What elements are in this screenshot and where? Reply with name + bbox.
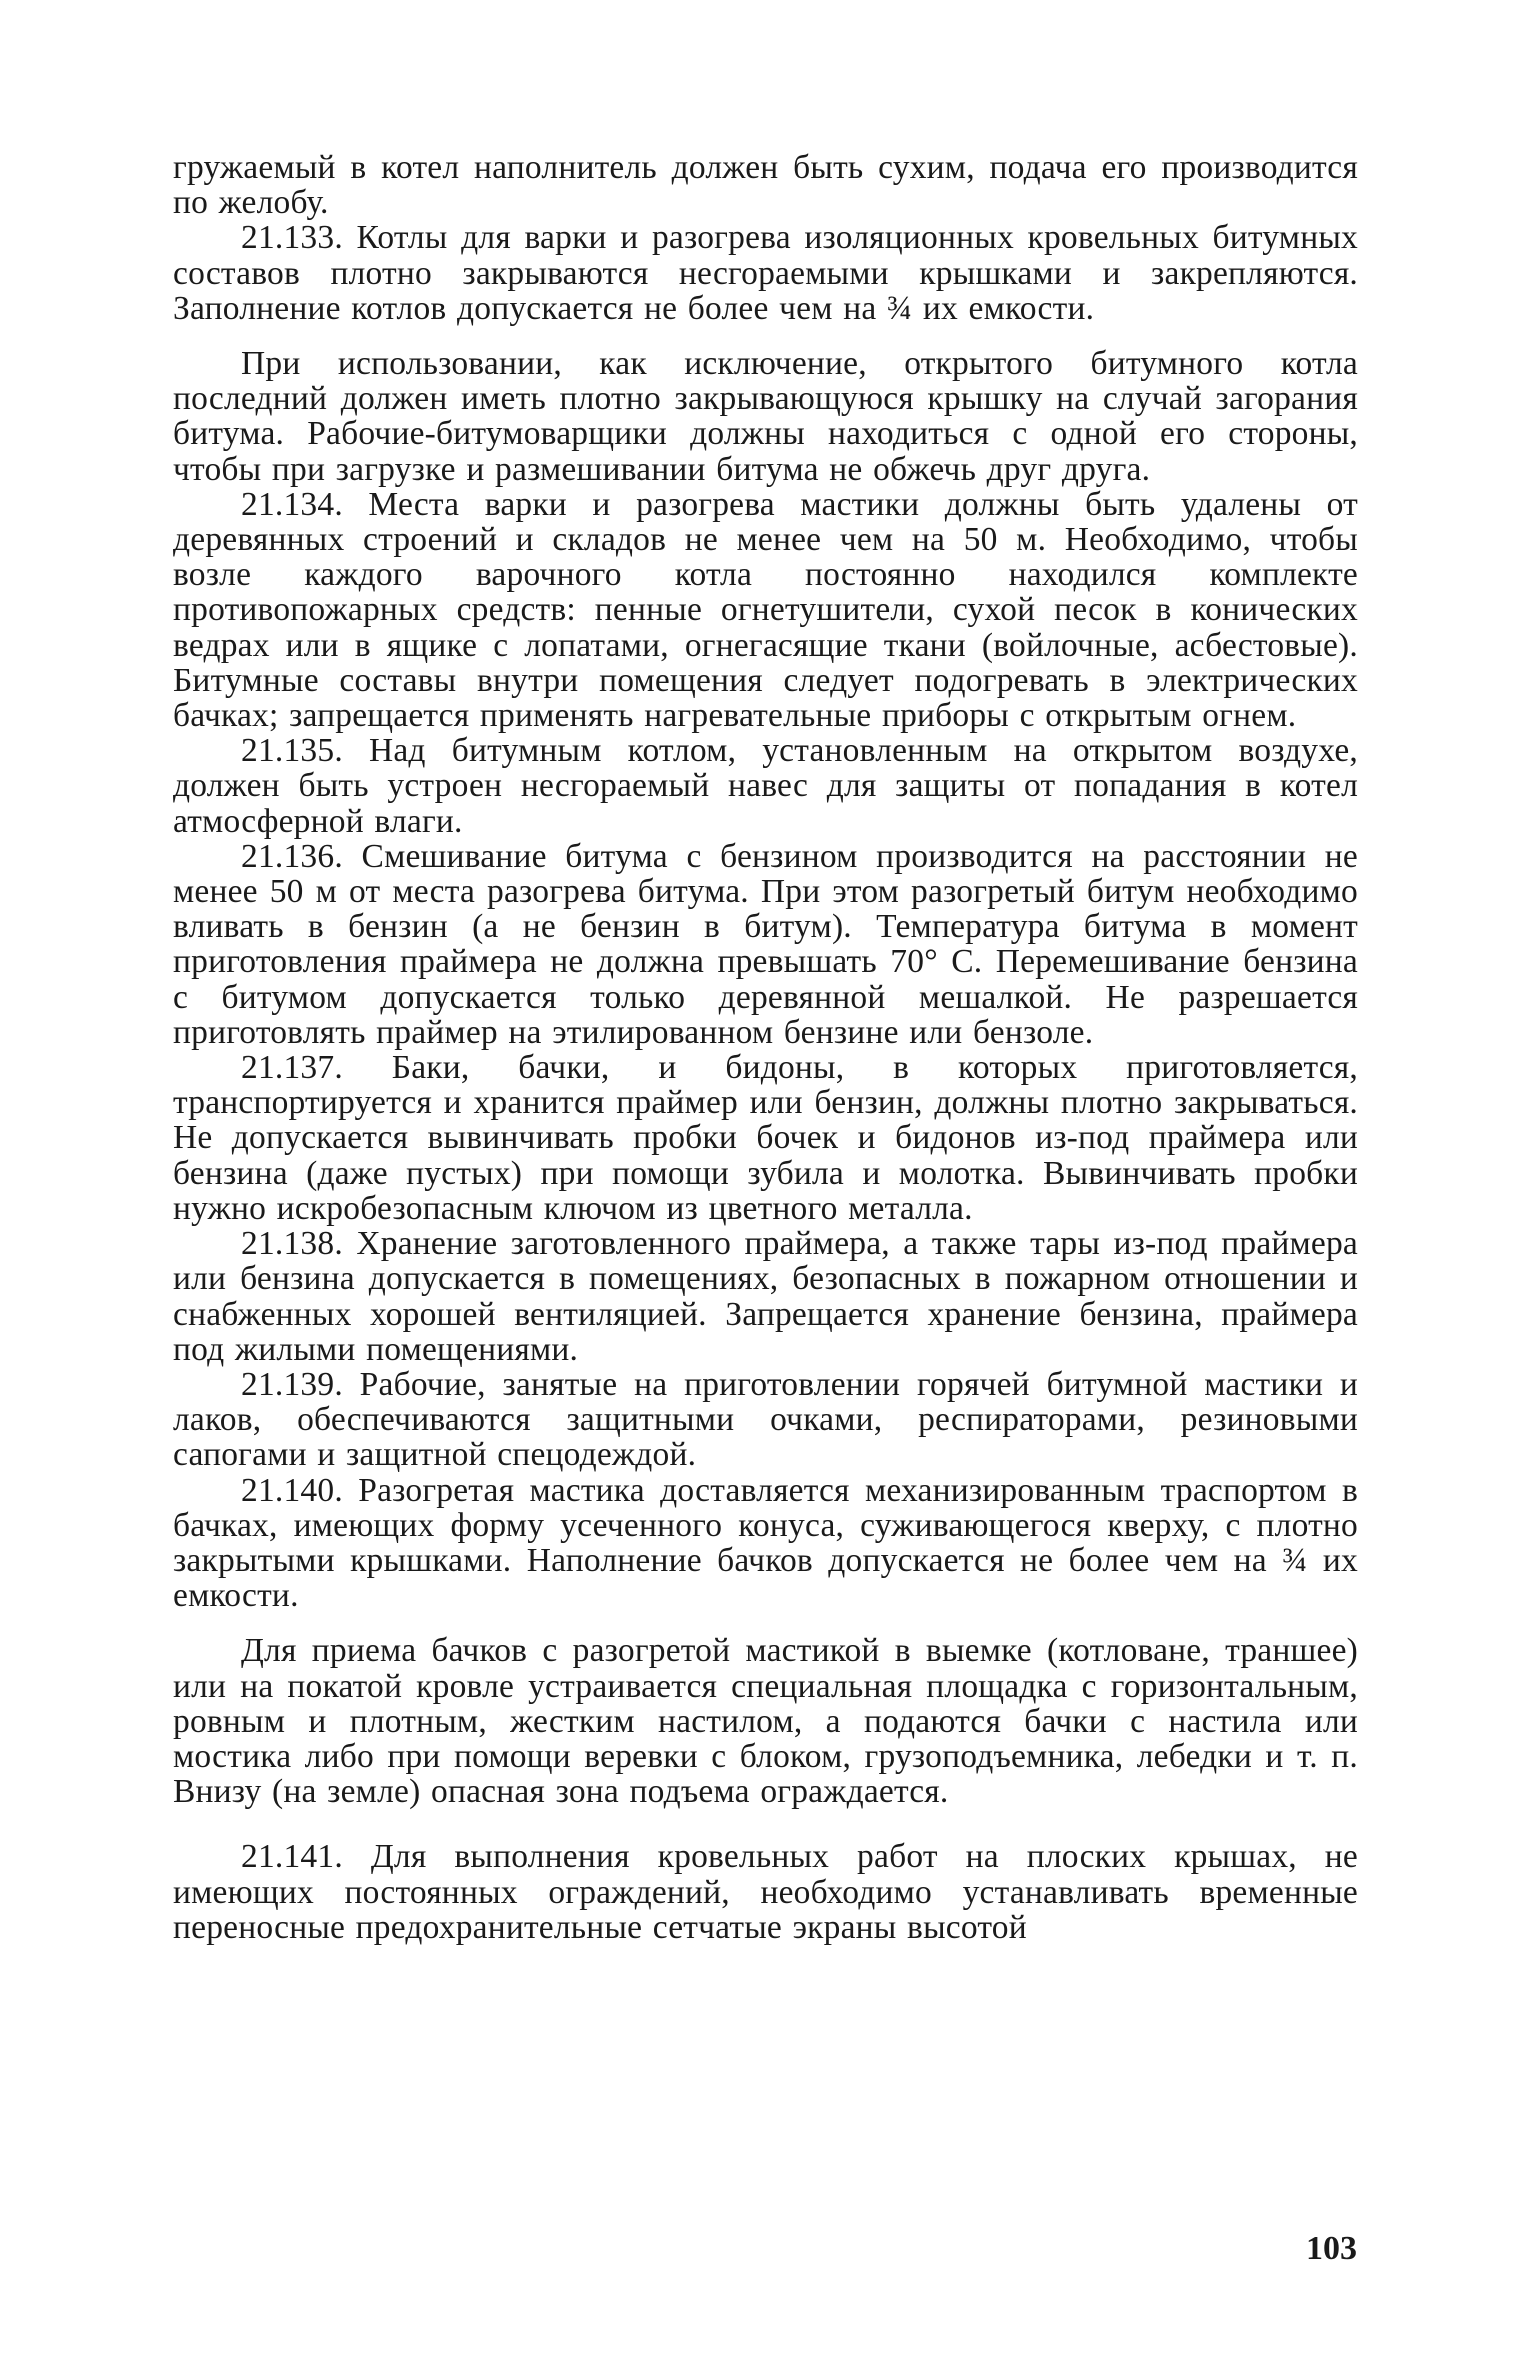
paragraph-text: Для выполнения кровельных работ на плоских крышах, не имеющих постоянных ограждений, необходимо устанавливать временные переносные предохранительные сетчатые экраны высотой [173,1838,1358,1946]
paragraph-21-135 [173,733,1358,839]
paragraph-text: Над битумным котлом, установленным на открытом воздухе, должен быть устроен несгораемый навес для защиты от попадания в котел атмосферной влаги. [173,732,1358,840]
paragraph-number: 21.133. [241,219,343,257]
paragraph-number: 21.136. [241,837,343,875]
page-body [173,150,1358,1945]
paragraph-21-138 [173,1226,1358,1367]
paragraph-text: Места варки и разогрева мастики должны быть удалены от деревянных строений и складов не менее чем на 50 м. Необходимо, чтобы возле каждого варочного котла постоянно находился комплекте противопожарных средств: пенные огнетушители, сухой песок в конических ведрах или в ящике с лопатами, огнегасящие ткани (войлочные, асбестовые). Битумные составы внутри помещения следует подогревать в электрических бачках; запрещается применять нагревательные приборы с открытым огнем. [173,485,1358,735]
paragraph-text: Котлы для варки и разогрева изоляционных кровельных битумных составов плотно закрываются несгораемыми крышками и закрепляются. Заполнение котлов допускается не более чем на ¾ их емкости. [173,219,1358,327]
paragraph-text: Для приема бачков с разогретой мастикой в выемке (котловане, траншее) или на покатой кровле устраивается специальная площадка с горизонтальным, ровным и плотным, жестким настилом, а подаются бачки с настила или мостика либо при помощи веревки с блоком, грузоподъемника, лебедки и т. п. Внизу (на земле) опасная зона подъема ограждается. [173,1632,1358,1811]
paragraph-number: 21.140. [241,1471,343,1509]
paragraph-21-139 [173,1367,1358,1473]
paragraph-number: 21.139. [241,1365,343,1403]
paragraph-number: 21.141. [241,1838,343,1876]
paragraph-text: Смешивание битума с бензином производится на расстоянии не менее 50 м от места разогрева битума. При этом разогретый битум необходимо вливать в бензин (а не бензин в битум). Температура битума в момент приготовления праймера не должна превышать 70° С. Перемешивание бензина с битумом допускается только деревянной мешалкой. Не разрешается приготовлять праймер на этилированном бензине или бензоле. [173,837,1358,1051]
paragraph-21-140 [173,1473,1358,1614]
paragraph-21-133 [173,220,1358,326]
paragraph-text: гружаемый в котел наполнитель должен быть сухим, подача его производится по желобу. [173,149,1358,222]
paragraph-number: 21.134. [241,485,343,523]
paragraph-open-kettle [173,346,1358,487]
paragraph-text: Хранение заготовленного праймера, а также тары из-под праймера или бензина допускается в помещениях, безопасных в пожарном отношении и снабженных хорошей вентиляцией. Запрещается хранение бензина, праймера под жилыми помещениями. [173,1225,1358,1368]
paragraph-continuation [173,150,1358,220]
paragraph-text: Рабочие, занятые на приготовлении горячей битумной мастики и лаков, обеспечиваются защитными очками, респираторами, резиновыми сапогами и защитной спецодеждой. [173,1365,1358,1474]
paragraph-number: 21.138. [241,1225,343,1263]
paragraph-bucket-delivery [173,1633,1358,1809]
paragraph-text: При использовании, как исключение, открытого битумного котла последний должен иметь плотно закрывающуюся крышку на случай загорания битума. Рабочие-битумоварщики должны находиться с одной его стороны, чтобы при загрузке и размешивании битума не обжечь друг друга. [173,345,1358,488]
paragraph-21-141 [173,1839,1358,1945]
paragraph-21-137 [173,1050,1358,1226]
paragraph-21-136 [173,839,1358,1050]
paragraph-number: 21.135. [241,732,343,770]
page-number: 103 [1306,2230,1357,2267]
paragraph-text: Баки, бачки, и бидоны, в которых приготовляется, транспортируется и хранится праймер или бензин, должны плотно закрываться. Не допускается вывинчивать пробки бочек и бидонов из-под праймера или бензина (даже пустых) при помощи зубила и молотка. Вывинчивать пробки нужно искробезопасным ключом из цветного металла. [173,1049,1358,1227]
paragraph-21-134 [173,487,1358,733]
paragraph-text: Разогретая мастика доставляется механизированным траспортом в бачках, имеющих форму усеченного конуса, суживающегося кверху, с плотно закрытыми крышками. Наполнение бачков допускается не более чем на ¾ их емкости. [173,1471,1358,1615]
paragraph-number: 21.137. [241,1049,343,1087]
